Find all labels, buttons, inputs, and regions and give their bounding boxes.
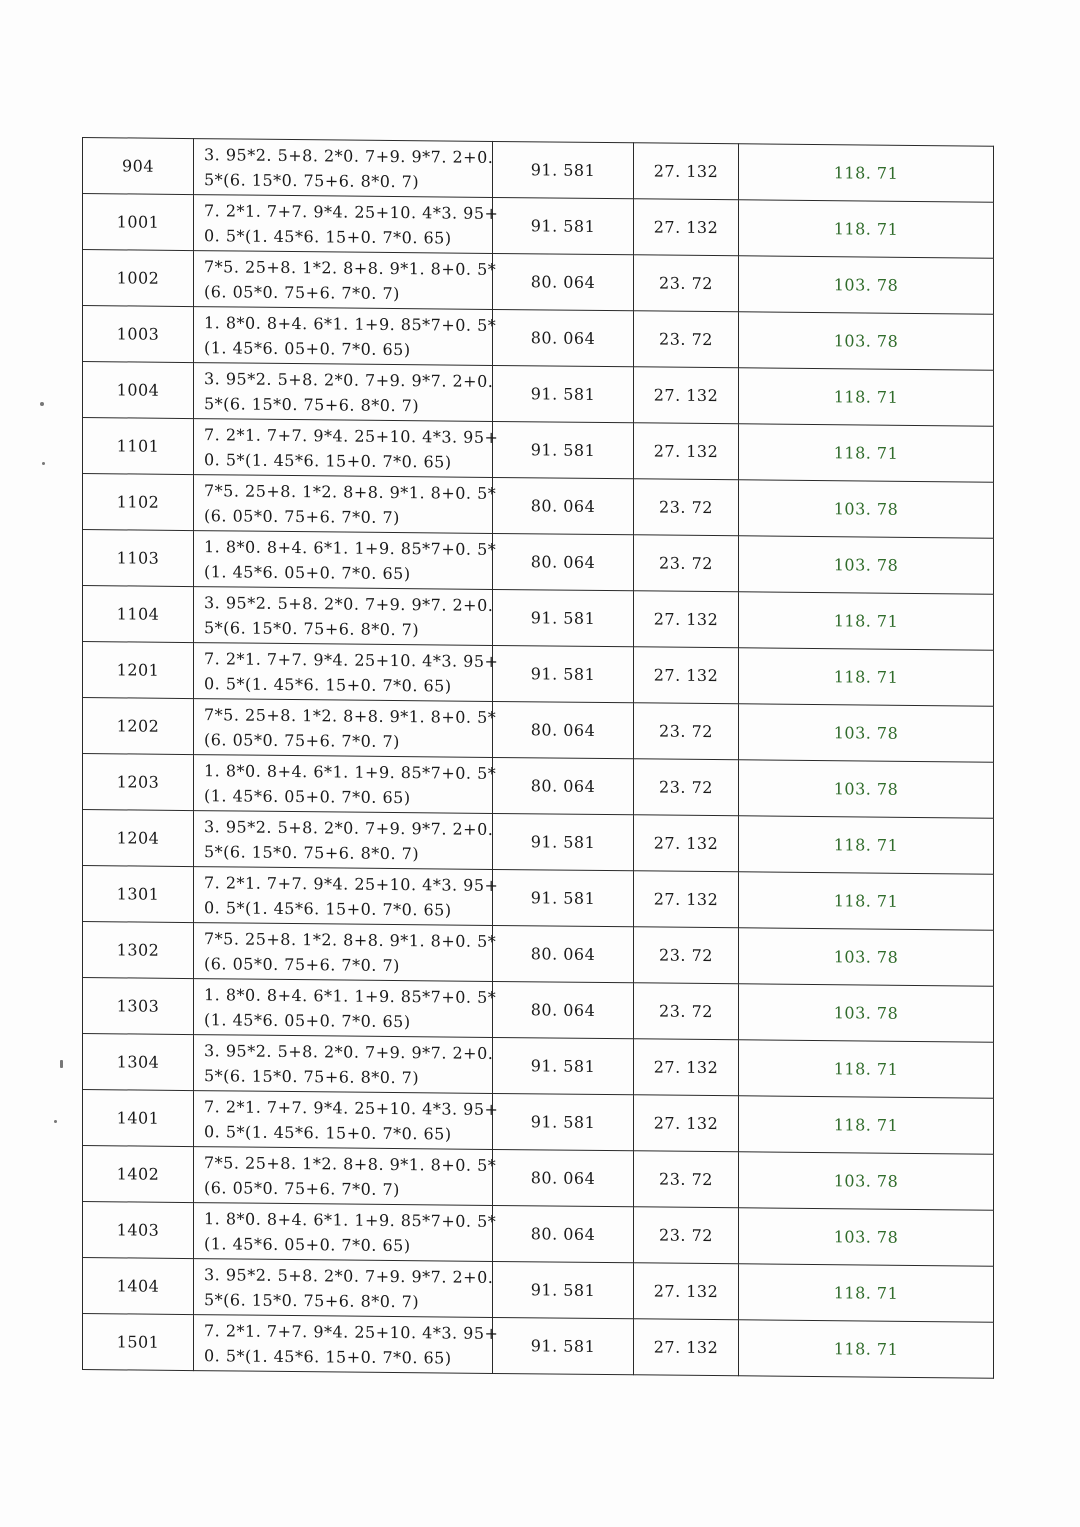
total-area-cell: 118. 71 [739, 1040, 994, 1098]
total-area-cell: 118. 71 [739, 816, 994, 874]
formula-line-2: (6. 05*0. 75+6. 7*0. 7) [204, 505, 400, 527]
table-row [83, 1146, 994, 1211]
formula-line-2: (1. 45*6. 05+0. 7*0. 65) [204, 337, 411, 359]
inner-area-cell: 80. 064 [493, 477, 634, 534]
inner-area-cell: 80. 064 [493, 309, 634, 366]
room-number-cell: 1202 [83, 698, 194, 755]
shared-area-cell: 23. 72 [634, 983, 739, 1040]
inner-area-cell: 91. 581 [493, 141, 634, 198]
table-row [83, 530, 994, 595]
formula-line-2: 5*(6. 15*0. 75+6. 8*0. 7) [204, 1289, 420, 1311]
shared-area-cell: 23. 72 [634, 927, 739, 984]
formula-line-1: 7*5. 25+8. 1*2. 8+8. 9*1. 8+0. 5* [204, 928, 497, 951]
shared-area-cell: 23. 72 [634, 479, 739, 536]
table-row [83, 1034, 994, 1099]
table-row [83, 698, 994, 763]
room-number-cell: 1101 [83, 418, 194, 475]
area-formula-cell [194, 139, 493, 198]
formula-line-2: 0. 5*(1. 45*6. 15+0. 7*0. 65) [204, 449, 452, 472]
room-number-cell: 1401 [83, 1090, 194, 1147]
area-formula-cell [194, 979, 497, 1038]
formula-line-2: 0. 5*(1. 45*6. 15+0. 7*0. 65) [204, 1121, 452, 1144]
formula-line-1: 3. 95*2. 5+8. 2*0. 7+9. 9*7. 2+0. [204, 144, 494, 167]
formula-line-1: 1. 8*0. 8+4. 6*1. 1+9. 85*7+0. 5* [204, 312, 497, 335]
table-row [83, 418, 994, 483]
area-formula-cell [194, 475, 497, 534]
total-area-cell: 118. 71 [739, 368, 994, 426]
table-body [83, 138, 994, 1379]
area-formula-cell [194, 755, 497, 814]
formula-line-1: 7*5. 25+8. 1*2. 8+8. 9*1. 8+0. 5* [204, 704, 497, 727]
shared-area-cell: 27. 132 [634, 1039, 739, 1096]
scan-speck [54, 1120, 57, 1123]
table-row [83, 362, 994, 427]
formula-line-1: 1. 8*0. 8+4. 6*1. 1+9. 85*7+0. 5* [204, 1208, 497, 1231]
formula-line-2: (1. 45*6. 05+0. 7*0. 65) [204, 561, 411, 583]
inner-area-cell: 80. 064 [493, 757, 634, 814]
table-row [83, 586, 994, 651]
formula-line-2: 5*(6. 15*0. 75+6. 8*0. 7) [204, 1065, 420, 1087]
area-formula-cell [194, 363, 493, 422]
formula-line-1: 7. 2*1. 7+7. 9*4. 25+10. 4*3. 95+ [204, 1320, 499, 1343]
shared-area-cell: 27. 132 [634, 143, 739, 200]
table-row [83, 642, 994, 707]
room-number-cell: 1104 [83, 586, 194, 643]
formula-line-1: 7. 2*1. 7+7. 9*4. 25+10. 4*3. 95+ [204, 424, 499, 447]
inner-area-cell: 91. 581 [493, 1093, 634, 1150]
total-area-cell: 118. 71 [739, 144, 994, 202]
total-area-cell: 118. 71 [739, 872, 994, 930]
shared-area-cell: 27. 132 [634, 1095, 739, 1152]
formula-line-2: 5*(6. 15*0. 75+6. 8*0. 7) [204, 617, 420, 639]
area-formula-cell [194, 531, 497, 590]
shared-area-cell: 27. 132 [634, 367, 739, 424]
formula-line-1: 1. 8*0. 8+4. 6*1. 1+9. 85*7+0. 5* [204, 760, 497, 783]
total-area-cell: 118. 71 [739, 592, 994, 650]
total-area-cell: 103. 78 [739, 928, 994, 986]
area-formula-cell [194, 195, 499, 254]
formula-line-1: 1. 8*0. 8+4. 6*1. 1+9. 85*7+0. 5* [204, 984, 497, 1007]
area-formula-cell [194, 251, 497, 310]
room-number-cell: 1102 [83, 474, 194, 531]
formula-line-2: (1. 45*6. 05+0. 7*0. 65) [204, 785, 411, 807]
room-number-cell: 1103 [83, 530, 194, 587]
area-formula-cell [194, 1035, 493, 1094]
table-row [83, 1314, 994, 1379]
total-area-cell: 118. 71 [739, 200, 994, 258]
area-formula-cell [194, 307, 497, 366]
room-number-cell: 1304 [83, 1034, 194, 1091]
area-formula-cell [194, 419, 499, 478]
table-row [83, 474, 994, 539]
scan-speck [40, 402, 44, 406]
table-row [83, 866, 994, 931]
inner-area-cell: 91. 581 [493, 589, 634, 646]
formula-line-1: 1. 8*0. 8+4. 6*1. 1+9. 85*7+0. 5* [204, 536, 497, 559]
formula-line-1: 3. 95*2. 5+8. 2*0. 7+9. 9*7. 2+0. [204, 368, 494, 391]
area-calculation-table [82, 137, 994, 1379]
shared-area-cell: 23. 72 [634, 703, 739, 760]
inner-area-cell: 91. 581 [493, 813, 634, 870]
inner-area-cell: 80. 064 [493, 533, 634, 590]
room-number-cell: 1302 [83, 922, 194, 979]
shared-area-cell: 23. 72 [634, 255, 739, 312]
formula-line-1: 7*5. 25+8. 1*2. 8+8. 9*1. 8+0. 5* [204, 256, 497, 279]
formula-line-2: 0. 5*(1. 45*6. 15+0. 7*0. 65) [204, 897, 452, 920]
room-number-cell: 1303 [83, 978, 194, 1035]
total-area-cell: 118. 71 [739, 424, 994, 482]
total-area-cell: 103. 78 [739, 760, 994, 818]
area-formula-cell [194, 1091, 499, 1150]
inner-area-cell: 91. 581 [493, 1317, 634, 1374]
inner-area-cell: 80. 064 [493, 1205, 634, 1262]
table-row [83, 922, 994, 987]
formula-line-2: 0. 5*(1. 45*6. 15+0. 7*0. 65) [204, 225, 452, 248]
total-area-cell: 103. 78 [739, 1208, 994, 1266]
area-formula-cell [194, 1203, 497, 1262]
total-area-cell: 118. 71 [739, 648, 994, 706]
formula-line-1: 7. 2*1. 7+7. 9*4. 25+10. 4*3. 95+ [204, 200, 499, 223]
shared-area-cell: 27. 132 [634, 815, 739, 872]
formula-line-2: (1. 45*6. 05+0. 7*0. 65) [204, 1233, 411, 1255]
room-number-cell: 1403 [83, 1202, 194, 1259]
room-number-cell: 1004 [83, 362, 194, 419]
table-row [83, 194, 994, 259]
room-number-cell: 1301 [83, 866, 194, 923]
total-area-cell: 103. 78 [739, 984, 994, 1042]
total-area-cell: 103. 78 [739, 536, 994, 594]
table-row [83, 1258, 994, 1323]
area-formula-cell [194, 867, 499, 926]
inner-area-cell: 80. 064 [493, 1149, 634, 1206]
table-row [83, 250, 994, 315]
area-formula-cell [194, 643, 499, 702]
formula-line-1: 7*5. 25+8. 1*2. 8+8. 9*1. 8+0. 5* [204, 1152, 497, 1175]
scan-speck [60, 1060, 63, 1068]
room-number-cell: 1501 [83, 1314, 194, 1371]
shared-area-cell: 23. 72 [634, 759, 739, 816]
formula-line-2: (1. 45*6. 05+0. 7*0. 65) [204, 1009, 411, 1031]
area-formula-cell [194, 811, 493, 870]
room-number-cell: 1201 [83, 642, 194, 699]
formula-line-2: 5*(6. 15*0. 75+6. 8*0. 7) [204, 841, 420, 863]
formula-line-2: 0. 5*(1. 45*6. 15+0. 7*0. 65) [204, 1345, 452, 1368]
total-area-cell: 103. 78 [739, 312, 994, 370]
shared-area-cell: 23. 72 [634, 311, 739, 368]
shared-area-cell: 27. 132 [634, 647, 739, 704]
inner-area-cell: 91. 581 [493, 421, 634, 478]
room-number-cell: 1404 [83, 1258, 194, 1315]
shared-area-cell: 23. 72 [634, 1151, 739, 1208]
table-row [83, 138, 994, 203]
table-row [83, 810, 994, 875]
room-number-cell: 1203 [83, 754, 194, 811]
table-row [83, 1202, 994, 1267]
total-area-cell: 103. 78 [739, 256, 994, 314]
formula-line-2: 5*(6. 15*0. 75+6. 8*0. 7) [204, 393, 420, 415]
formula-line-2: 5*(6. 15*0. 75+6. 8*0. 7) [204, 169, 420, 191]
inner-area-cell: 80. 064 [493, 701, 634, 758]
total-area-cell: 118. 71 [739, 1096, 994, 1154]
formula-line-1: 7. 2*1. 7+7. 9*4. 25+10. 4*3. 95+ [204, 648, 499, 671]
formula-line-2: (6. 05*0. 75+6. 7*0. 7) [204, 1177, 400, 1199]
formula-line-2: (6. 05*0. 75+6. 7*0. 7) [204, 281, 400, 303]
formula-line-1: 3. 95*2. 5+8. 2*0. 7+9. 9*7. 2+0. [204, 1040, 494, 1063]
scan-speck [42, 462, 45, 465]
shared-area-cell: 27. 132 [634, 871, 739, 928]
shared-area-cell: 27. 132 [634, 591, 739, 648]
area-formula-cell [194, 587, 493, 646]
inner-area-cell: 80. 064 [493, 981, 634, 1038]
shared-area-cell: 27. 132 [634, 1319, 739, 1376]
total-area-cell: 118. 71 [739, 1320, 994, 1378]
formula-line-2: (6. 05*0. 75+6. 7*0. 7) [204, 953, 400, 975]
area-formula-cell [194, 1259, 493, 1318]
room-number-cell: 1402 [83, 1146, 194, 1203]
room-number-cell: 1001 [83, 194, 194, 251]
inner-area-cell: 91. 581 [493, 1261, 634, 1318]
inner-area-cell: 91. 581 [493, 869, 634, 926]
formula-line-2: (6. 05*0. 75+6. 7*0. 7) [204, 729, 400, 751]
formula-line-1: 3. 95*2. 5+8. 2*0. 7+9. 9*7. 2+0. [204, 1264, 494, 1287]
area-formula-cell [194, 1315, 499, 1374]
shared-area-cell: 27. 132 [634, 423, 739, 480]
shared-area-cell: 23. 72 [634, 535, 739, 592]
inner-area-cell: 91. 581 [493, 197, 634, 254]
table-row [83, 978, 994, 1043]
formula-line-1: 3. 95*2. 5+8. 2*0. 7+9. 9*7. 2+0. [204, 592, 494, 615]
total-area-cell: 103. 78 [739, 1152, 994, 1210]
inner-area-cell: 91. 581 [493, 365, 634, 422]
table-row [83, 754, 994, 819]
formula-line-1: 7*5. 25+8. 1*2. 8+8. 9*1. 8+0. 5* [204, 480, 497, 503]
inner-area-cell: 80. 064 [493, 925, 634, 982]
formula-line-1: 3. 95*2. 5+8. 2*0. 7+9. 9*7. 2+0. [204, 816, 494, 839]
shared-area-cell: 23. 72 [634, 1207, 739, 1264]
inner-area-cell: 91. 581 [493, 1037, 634, 1094]
formula-line-1: 7. 2*1. 7+7. 9*4. 25+10. 4*3. 95+ [204, 872, 499, 895]
room-number-cell: 1002 [83, 250, 194, 307]
inner-area-cell: 80. 064 [493, 253, 634, 310]
area-formula-cell [194, 1147, 497, 1206]
shared-area-cell: 27. 132 [634, 199, 739, 256]
room-number-cell: 904 [83, 138, 194, 195]
table-row [83, 1090, 994, 1155]
room-number-cell: 1003 [83, 306, 194, 363]
shared-area-cell: 27. 132 [634, 1263, 739, 1320]
total-area-cell: 103. 78 [739, 480, 994, 538]
table-row [83, 306, 994, 371]
room-number-cell: 1204 [83, 810, 194, 867]
total-area-cell: 103. 78 [739, 704, 994, 762]
area-formula-cell [194, 699, 497, 758]
total-area-cell: 118. 71 [739, 1264, 994, 1322]
area-formula-cell [194, 923, 497, 982]
formula-line-2: 0. 5*(1. 45*6. 15+0. 7*0. 65) [204, 673, 452, 696]
formula-line-1: 7. 2*1. 7+7. 9*4. 25+10. 4*3. 95+ [204, 1096, 499, 1119]
inner-area-cell: 91. 581 [493, 645, 634, 702]
